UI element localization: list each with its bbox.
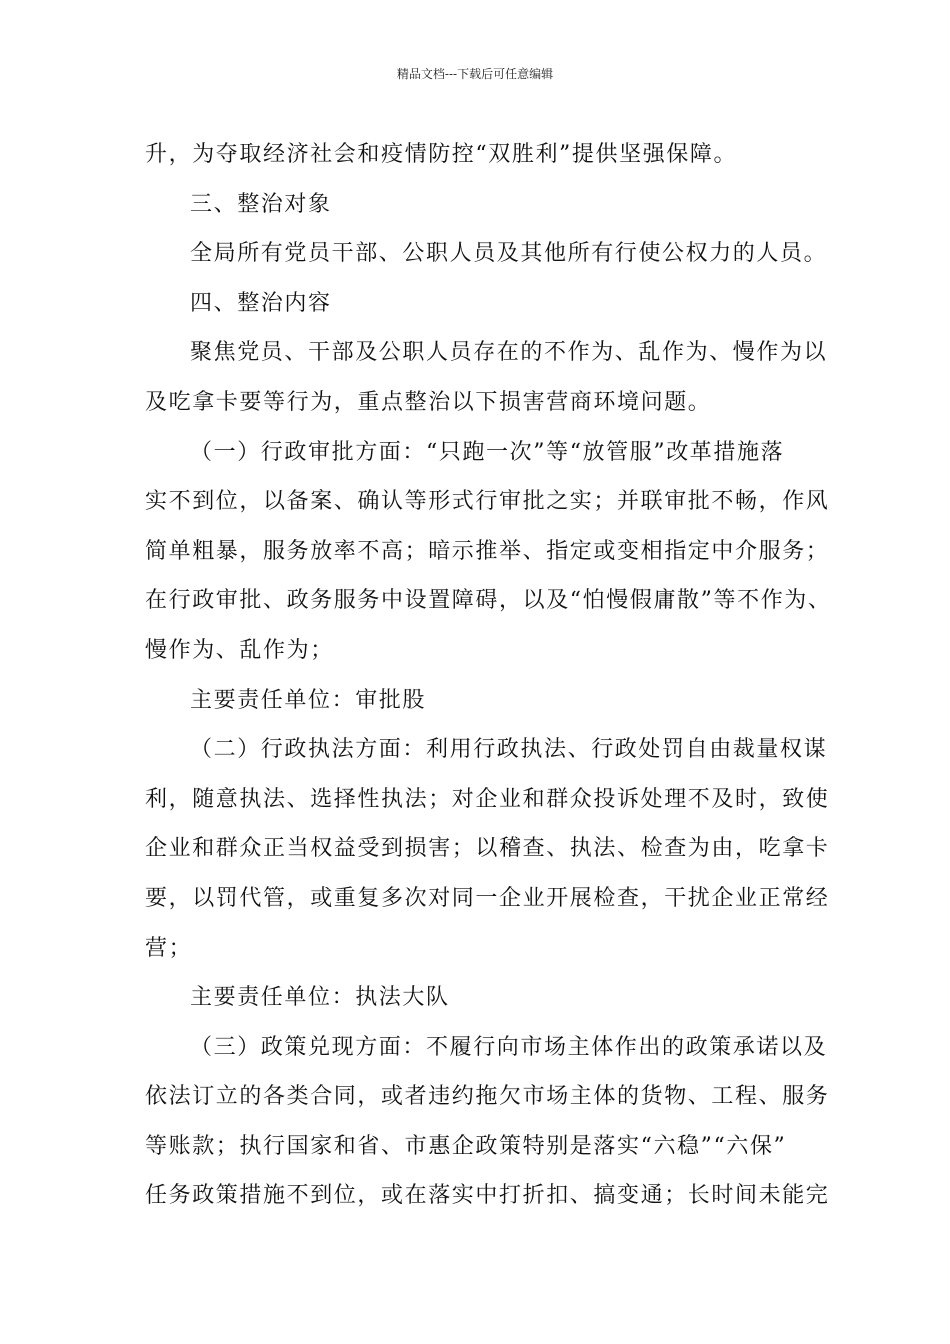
text-line: 营； xyxy=(145,935,193,961)
responsible-unit-line: 主要责任单位：执法大队 xyxy=(190,985,450,1011)
document-body xyxy=(145,130,832,1221)
text-line: 在行政审批、政务服务中设置障碍，以及“怕慢假庸散”等不作为、 xyxy=(145,588,832,614)
page-header: 精品文档---下载后可任意编辑 xyxy=(396,67,554,81)
text-line: 全局所有党员干部、公职人员及其他所有行使公权力的人员。 xyxy=(190,241,828,267)
text-line: 聚焦党员、干部及公职人员存在的不作为、乱作为、慢作为以 xyxy=(190,340,828,366)
text-line: 慢作为、乱作为； xyxy=(145,637,334,663)
text-line: 任务政策措施不到位，或在落实中打折扣、搞变通；长时间未能完 xyxy=(145,1183,830,1209)
text-line: 等账款；执行国家和省、市惠企政策特别是落实“六稳”“六保” xyxy=(145,1133,787,1159)
text-line: （一）行政审批方面：“只跑一次”等“放管服”改革措施落 xyxy=(190,439,785,465)
responsible-unit-line: 主要责任单位：审批股 xyxy=(190,687,427,713)
text-line: 依法订立的各类合同，或者违约拖欠市场主体的货物、工程、服务 xyxy=(145,1084,830,1110)
text-line: 要，以罚代管，或重复多次对同一企业开展检查，干扰企业正常经 xyxy=(145,885,830,911)
text-line: 升，为夺取经济社会和疫情防控“双胜利”提供坚强保障。 xyxy=(145,142,738,167)
text-line: 利，随意执法、选择性执法；对企业和群众投诉处理不及时，致使 xyxy=(145,786,830,812)
section-heading: 四、整治内容 xyxy=(190,290,332,316)
text-line: 简单粗暴，服务放率不高；暗示推举、指定或变相指定中介服务； xyxy=(145,538,830,564)
text-line: （二）行政执法方面：利用行政执法、行政处罚自由裁量权谋 xyxy=(190,737,828,763)
text-line: 企业和群众正当权益受到损害；以稽查、执法、检查为由，吃拿卡 xyxy=(145,836,830,862)
text-line: 及吃拿卡要等行为，重点整治以下损害营商环境问题。 xyxy=(145,389,712,415)
text-line: 实不到位，以备案、确认等形式行审批之实；并联审批不畅，作风 xyxy=(145,489,830,515)
section-heading: 三、整治对象 xyxy=(190,191,332,217)
text-line: （三）政策兑现方面：不履行向市场主体作出的政策承诺以及 xyxy=(190,1034,828,1060)
